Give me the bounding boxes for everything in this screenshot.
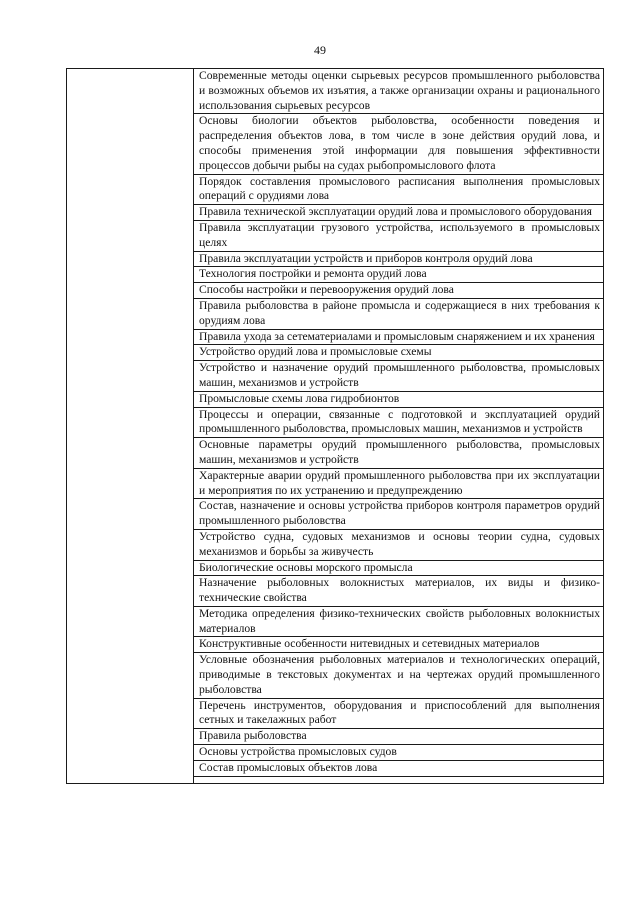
knowledge-table	[66, 68, 604, 784]
empty-left-cell	[67, 69, 194, 784]
requirement-text: Правила рыболовства	[194, 729, 604, 745]
requirement-text: Состав промысловых объектов лова	[194, 760, 604, 776]
requirement-text: Характерные аварии орудий промышленного рыболовства при их эксплуатации и мероприятия по их устранению и предупреждению	[194, 468, 604, 499]
requirement-text: Перечень инструментов, оборудования и приспособлений для выполнения сетных и такелажных работ	[194, 698, 604, 729]
requirement-text: Промысловые схемы лова гидробионтов	[194, 391, 604, 407]
requirement-text: Состав, назначение и основы устройства приборов контроля параметров орудий промышленного рыболовства	[194, 499, 604, 530]
requirement-text: Порядок составления промыслового расписания выполнения промысловых операций с орудиями лова	[194, 174, 604, 205]
requirement-text: Устройство судна, судовых механизмов и основы теории судна, судовых механизмов и борьбы за живучесть	[194, 529, 604, 560]
requirement-text: Основы устройства промысловых судов	[194, 745, 604, 761]
requirement-text: Правила эксплуатации грузового устройства, используемого в промысловых целях	[194, 220, 604, 251]
requirement-text: Назначение рыболовных волокнистых материалов, их виды и физико-технические свойства	[194, 576, 604, 607]
requirement-text: Основные параметры орудий промышленного рыболовства, промысловых машин, механизмов и устройств	[194, 438, 604, 469]
table-row	[67, 69, 604, 114]
requirement-text: Основы биологии объектов рыболовства, особенности поведения и распределения объектов лова, в том числе в зоне действия орудий лова, и способы применения этой информации для повышения эффективности процессов добычи рыбы на судах рыбопромыслового флота	[194, 114, 604, 174]
requirement-text: Конструктивные особенности нитевидных и сетевидных материалов	[194, 637, 604, 653]
requirement-text: Устройство орудий лова и промысловые схемы	[194, 345, 604, 361]
requirement-text: Технология постройки и ремонта орудий лова	[194, 267, 604, 283]
requirement-text: Биологические основы морского промысла	[194, 560, 604, 576]
requirement-text: Правила ухода за сетематериалами и промысловым снаряжением и их хранения	[194, 329, 604, 345]
requirement-text: Способы настройки и перевооружения орудий лова	[194, 283, 604, 299]
requirement-text: Правила рыболовства в районе промысла и содержащиеся в них требования к орудиям лова	[194, 298, 604, 329]
requirement-text: Правила эксплуатации устройств и приборов контроля орудий лова	[194, 251, 604, 267]
requirement-text: Современные методы оценки сырьевых ресурсов промышленного рыболовства и возможных объемов их изъятия, а также организации охраны и рационального использования сырьевых ресурсов	[194, 69, 604, 114]
requirement-text: Устройство и назначение орудий промышленного рыболовства, промысловых машин, механизмов и устройств	[194, 361, 604, 392]
requirement-text: Процессы и операции, связанные с подготовкой и эксплуатацией орудий промышленного рыболовства, промысловых машин, механизмов и устройств	[194, 407, 604, 438]
requirement-text: Методика определения физико-технических свойств рыболовных волокнистых материалов	[194, 606, 604, 637]
requirement-text: Правила технической эксплуатации орудий лова и промыслового оборудования	[194, 205, 604, 221]
empty-cell	[194, 776, 604, 783]
page-number: 49	[314, 43, 326, 57]
requirement-text: Условные обозначения рыболовных материалов и технологических операций, приводимые в текстовых документах и на чертежах орудий промышленного рыболовства	[194, 653, 604, 698]
